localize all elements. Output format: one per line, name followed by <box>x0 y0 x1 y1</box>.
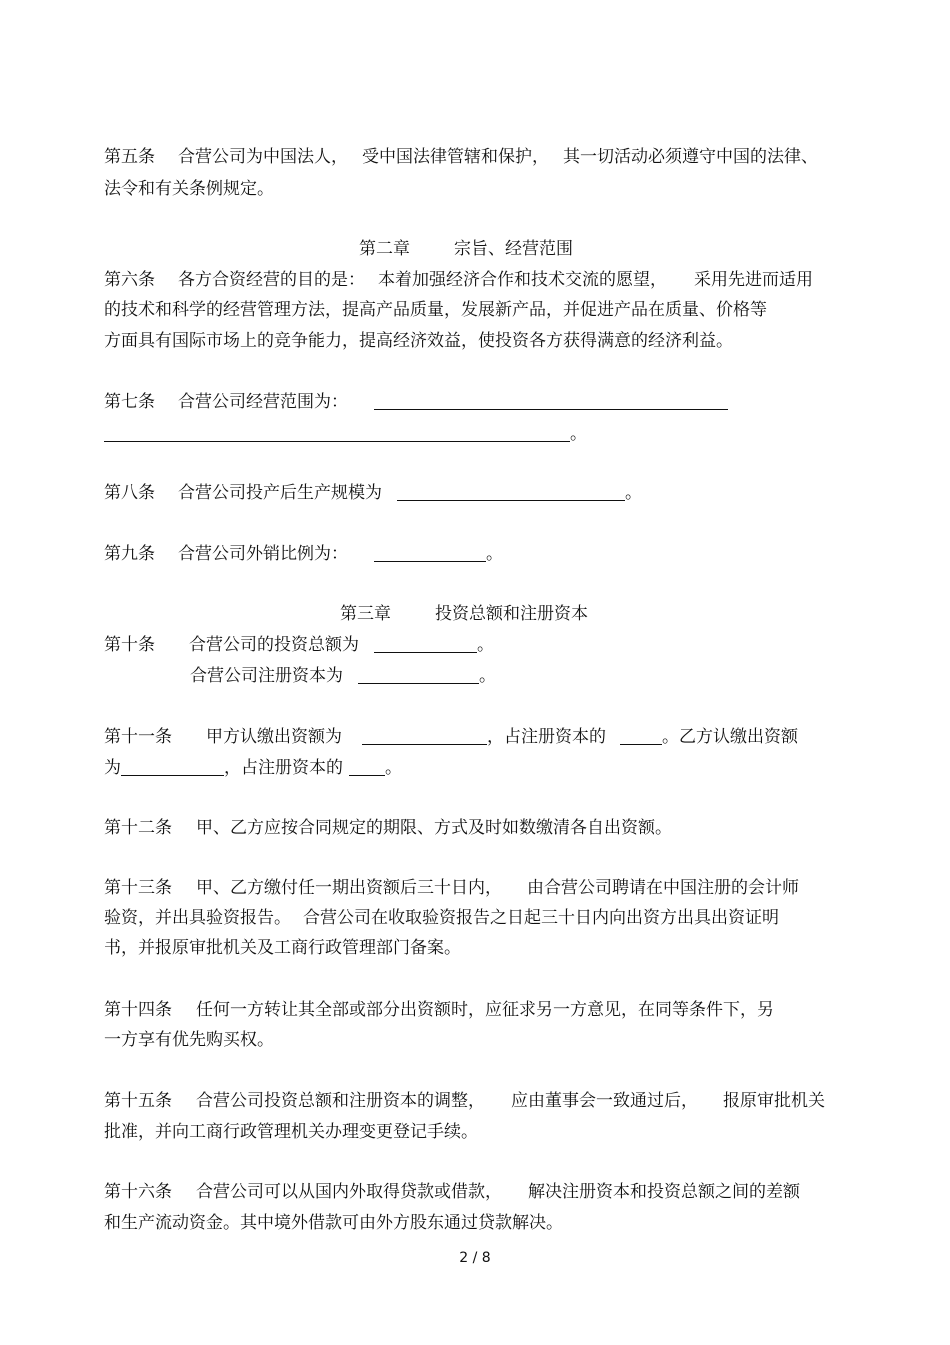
party-a-contribution-blank[interactable] <box>362 727 487 745</box>
article-13-line-3: 书，并报原审批机关及工商行政管理部门备案。 <box>104 938 461 958</box>
article-number: 第十条 <box>104 635 155 655</box>
article-13-line-2: 验资，并出具验资报告。 合营公司在收取验资报告之日起三十日内向出资方出具出资证明 <box>104 908 779 928</box>
article-number: 第十二条 <box>104 818 172 838</box>
article-5-line-1: 第五条 合营公司为中国法人， 受中国法律管辖和保护， 其一切活动必须遵守中国的法律、 <box>104 147 818 167</box>
article-number: 第十四条 <box>104 1000 172 1020</box>
article-15-line-2: 批准，并向工商行政管理机关办理变更登记手续。 <box>104 1122 478 1142</box>
registered-capital-blank[interactable] <box>358 666 479 684</box>
article-9-line: 第九条 合营公司外销比例为： 。 <box>104 544 503 564</box>
party-a-ratio-blank[interactable] <box>620 727 662 745</box>
business-scope-blank[interactable] <box>374 392 728 410</box>
article-10-line-2: 合营公司注册资本为 。 <box>190 666 496 686</box>
article-16-line-1: 第十六条 合营公司可以从国内外取得贷款或借款， 解决注册资本和投资总额之间的差额 <box>104 1182 800 1202</box>
article-14-line-2: 一方享有优先购买权。 <box>104 1030 274 1050</box>
article-13-line-1: 第十三条 甲、乙方缴付任一期出资额后三十日内， 由合营公司聘请在中国注册的会计师 <box>104 878 799 898</box>
article-6-line-3: 方面具有国际市场上的竞争能力，提高经济效益，使投资各方获得满意的经济利益。 <box>104 331 733 351</box>
article-number: 第十一条 <box>104 727 172 747</box>
article-number: 第十六条 <box>104 1182 172 1202</box>
article-7-line-1: 第七条 合营公司经营范围为： <box>104 391 728 413</box>
article-10-line-1: 第十条 合营公司的投资总额为 。 <box>104 635 494 655</box>
article-number: 第十三条 <box>104 878 172 898</box>
article-number: 第七条 <box>104 392 155 412</box>
chapter-heading: 第三章 投资总额和注册资本 <box>340 604 588 624</box>
production-scale-blank[interactable] <box>397 483 625 501</box>
chapter-heading: 第二章 宗旨、经营范围 <box>359 239 573 259</box>
total-investment-blank[interactable] <box>374 635 477 653</box>
article-number: 第八条 <box>104 483 155 503</box>
article-number: 第十五条 <box>104 1091 172 1111</box>
page-number: 2 / 8 <box>459 1250 491 1266</box>
article-6-line-1: 第六条 各方合资经营的目的是： 本着加强经济合作和技术交流的愿望， 采用先进而适用 <box>104 270 813 290</box>
article-7-line-2: 。 <box>104 423 587 445</box>
article-number: 第九条 <box>104 544 155 564</box>
article-11-line-2: 为 ，占注册资本的 。 <box>104 758 402 778</box>
article-6-line-2: 的技术和科学的经营管理方法，提高产品质量，发展新产品，并促进产品在质量、价格等 <box>104 300 767 320</box>
article-15-line-1: 第十五条 合营公司投资总额和注册资本的调整， 应由董事会一致通过后， 报原审批机关 <box>104 1091 825 1111</box>
article-8-line: 第八条 合营公司投产后生产规模为 。 <box>104 483 642 503</box>
article-number: 第六条 <box>104 270 155 290</box>
business-scope-blank-2[interactable] <box>104 424 570 442</box>
article-5-line-2: 法令和有关条例规定。 <box>104 179 274 199</box>
article-12-line: 第十二条 甲、乙方应按合同规定的期限、方式及时如数缴清各自出资额。 <box>104 818 672 838</box>
article-11-line-1: 第十一条 甲方认缴出资额为 ，占注册资本的 。乙方认缴出资额 <box>104 727 798 747</box>
article-14-line-1: 第十四条 任何一方转让其全部或部分出资额时，应征求另一方意见，在同等条件下，另 <box>104 1000 774 1020</box>
party-b-ratio-blank[interactable] <box>349 758 385 776</box>
party-b-contribution-blank[interactable] <box>121 758 224 776</box>
article-16-line-2: 和生产流动资金。其中境外借款可由外方股东通过贷款解决。 <box>104 1213 563 1233</box>
article-number: 第五条 <box>104 147 155 167</box>
export-ratio-blank[interactable] <box>374 544 486 562</box>
